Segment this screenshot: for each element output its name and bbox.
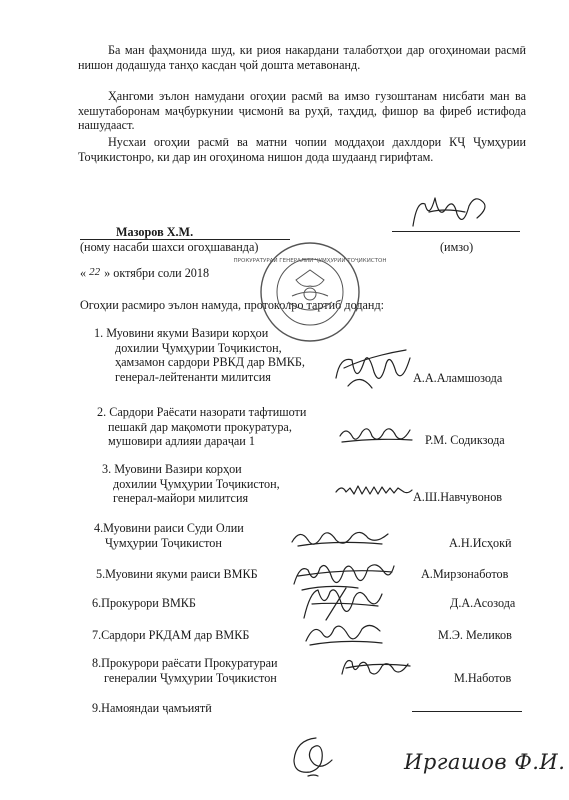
signatory-3-title — [102, 462, 280, 506]
signatory-2-name: Р.М. Содикзода — [425, 433, 505, 447]
signatory-title-line: дохилии Ҷумҳурии Тоҷикистон, — [115, 340, 282, 355]
signatory-3-name: А.Ш.Навчувонов — [413, 490, 503, 504]
warned-person-name-line — [80, 225, 290, 240]
signatory-2-title — [97, 405, 306, 449]
protocol-date — [80, 266, 209, 281]
paragraph-no-coercion — [78, 89, 526, 133]
signatory-title-line: ҳамзамон сардори РВКД дар ВМКБ, — [115, 355, 305, 369]
signatory-6-name: Д.А.Асозода — [450, 596, 516, 610]
signatory-5-name: А.Мирзонаботов — [421, 567, 509, 581]
stamp-lettering: ПРОКУРАТУРАИ ГЕНЕРАЛИИ ҶУМҲУРИИ ТОҶИКИСТОН — [233, 258, 387, 264]
public-representative-signature-line — [412, 711, 522, 712]
signatory-title-line: 4.Муовини раиси Суди Олии — [94, 521, 244, 535]
signatory-title-line: Ҷумҳурии Тоҷикистон — [105, 535, 222, 550]
official-stamp-seal — [233, 240, 387, 344]
signatory-4-title — [94, 521, 244, 550]
public-representative-signature — [286, 730, 338, 780]
signatory-title-line: 1. Муовини якуми Вазири корҳои — [94, 326, 269, 340]
paragraph-text: Ба ман фаҳмонида шуд, ки риоя накардани талаботҳои дар огоҳиномаи расмӣ нишон додашуда танҳо касдан ҷой дошта метавонанд. — [78, 43, 526, 72]
warned-person-name-caption: (ному насаби шахси огоҳшаванда) — [80, 240, 259, 254]
signatory-4-signature — [286, 520, 392, 554]
signatory-7-title: 7.Сардори РКДАМ дар ВМКБ — [92, 628, 250, 642]
signatory-title-line: 2. Сардори Раёсати назорати тафтишоти — [97, 405, 307, 419]
warned-person-name: Мазоров Х.М. — [116, 225, 194, 239]
signatory-title-line: 8.Прокурори раёсати Прокуратураи — [92, 656, 278, 670]
signatory-8-title — [92, 656, 278, 685]
signatory-title-line: мушовири адлияи дараҷаи 1 — [108, 434, 255, 448]
protocol-intro: Огоҳии расмиро эълон намуда, протоколро тартиб доданд: — [80, 298, 385, 312]
signatory-title-line: генералии Ҷумҳурии Тоҷикистон — [104, 670, 277, 685]
paragraph-explained — [78, 43, 526, 72]
signatory-title-line: 3. Муовини Вазири корҳои — [102, 462, 242, 476]
signatory-2-signature — [336, 418, 416, 450]
signatory-title-line: генерал-майори милитсия — [113, 491, 249, 505]
signatory-4-name: А.Н.Исҳокӣ — [449, 536, 512, 550]
date-day: 22 — [89, 266, 101, 278]
signatory-1-signature — [330, 342, 420, 394]
warned-person-signature — [405, 190, 495, 232]
signatory-title-line: пешакӣ дар мақомоти прокуратура, — [108, 419, 292, 434]
signatory-8-signature — [336, 650, 416, 684]
signatory-8-name: М.Наботов — [454, 671, 512, 685]
signatory-title-line: генерал-лейтенанти милитсия — [115, 369, 271, 384]
date-rest: октябри соли 2018 — [113, 266, 210, 280]
paragraph-text: Ҳангоми эълон намудани огоҳии расмӣ ва имзо гузоштанам нисбати ман ва хешутаборонам маҷбуркунии ҷисмонӣ ва руҳӣ, таҳдид, фишор ва фиреб истифода нашудааст. — [78, 89, 526, 132]
paragraph-text: Нусхаи огоҳии расмӣ ва матни чопии моддаҳои дахлдори КҶ Ҷумҳурии Тоҷикистонро, ки дар ин огоҳинома нишон дода шудаанд гирифтам. — [78, 135, 526, 164]
signatory-7-name: М.Э. Меликов — [438, 628, 512, 642]
signatory-title-line: дохилии Ҷумҳурии Тоҷикистон, — [113, 476, 280, 491]
signature-caption: (имзо) — [440, 240, 474, 254]
signatory-7-signature — [300, 615, 386, 651]
signatory-6-title: 6.Прокурори ВМКБ — [92, 596, 196, 610]
signatory-1-name: А.А.Аламшозода — [413, 371, 503, 385]
date-quote-open: « — [80, 266, 87, 280]
paragraph-copy-received — [78, 135, 526, 164]
signatory-3-signature — [332, 478, 414, 502]
signatory-9-title: 9.Намояндаи ҷамъиятӣ — [92, 701, 212, 715]
handwritten-representative-name: Иргашов Ф.И. — [404, 750, 566, 774]
date-quote-close: » — [104, 266, 111, 280]
signatory-5-title: 5.Муовини якуми раиси ВМКБ — [96, 567, 258, 581]
